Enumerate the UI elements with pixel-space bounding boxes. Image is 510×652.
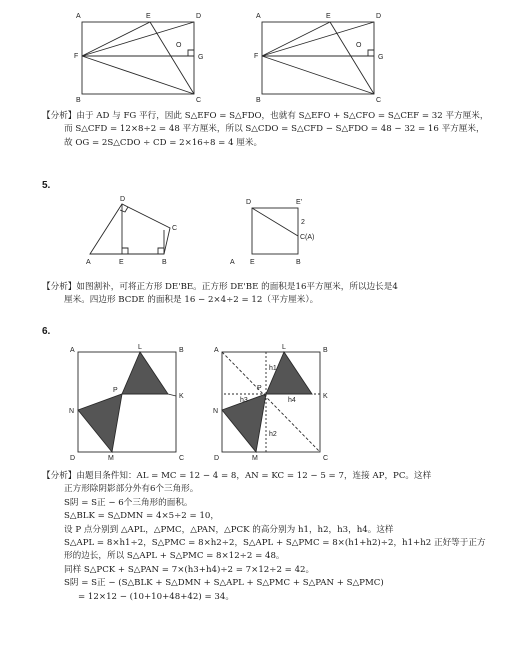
right-angle-mark [368,50,374,56]
shaded-triangle-npm [78,394,122,452]
p4-analysis [42,110,490,150]
label-g: G [198,54,204,61]
segment-ec [150,22,194,94]
label-a: A [256,13,261,20]
segment-fc [262,56,374,94]
label-g: G [378,54,384,61]
label-n: N [69,408,75,415]
segment-fd [82,22,194,56]
shaded-triangle-plk [122,352,168,394]
label-d: D [214,455,220,462]
segment-fe [82,22,150,56]
label-c: C [376,97,382,104]
label-f: F [74,53,79,60]
label-c: C [196,97,202,104]
p5-figures [0,190,510,270]
label-k: K [179,393,184,400]
label-e-prime: E' [296,199,303,206]
p5-figure-1 [90,204,170,254]
p6-figure-1 [78,352,176,452]
p4-figure-1 [82,22,194,94]
label-d: D [246,199,252,206]
analysis-line: S△APL = 8×h1÷2，S△PMC = 8×h2÷2，S△APL + S△PMC = 8×(h1+h2)÷2，h1+h2 正好等于正方 [64,538,486,549]
label-a: A [86,259,91,266]
label-l: L [282,344,286,351]
p4-figure-2 [262,22,374,94]
label-o: O [176,42,182,49]
problem-number: 5. [42,180,51,191]
segment-fe [262,22,330,56]
p6-analysis [42,470,490,604]
label-e: E [146,13,151,20]
shaded-triangle-plk [266,352,312,394]
label-m: M [108,455,114,462]
label-b: B [179,347,184,354]
p6-figures [0,340,510,465]
p5-figure-2-labels [230,199,314,266]
right-angle-mark [158,248,164,254]
segment-fc [82,56,194,94]
analysis-line: 【分析】如图割补，可将正方形 DE'BE。正方形 DE'BE 的面积是16平方厘米，所以边长是4 [42,282,398,292]
p5-figure-2 [252,208,298,254]
segment-ec [330,22,374,94]
p5-analysis [42,281,490,308]
label-d: D [70,455,76,462]
quadrilateral [90,204,170,254]
label-d: D [120,196,126,203]
label-h4: h4 [288,397,296,404]
right-angle-mark [122,248,128,254]
label-f: F [254,53,259,60]
label-l: L [138,344,142,351]
right-angle-mark [188,50,194,56]
label-h3: h3 [240,397,248,404]
square-debe [252,208,298,254]
label-h1: h1 [269,365,277,372]
label-e: E [119,259,124,266]
right-angle-mark [120,207,128,212]
label-e: E [326,13,331,20]
problem-number: 6. [42,326,51,337]
analysis-line: 厘米。四边形 BCDE 的面积是 16 − 2×4÷2 = 12（平方厘米）。 [64,295,319,306]
analysis-line: 而 S△CFD = 12×8÷2 = 48 平方厘米，所以 S△CDO = S△CFD − S△FDO = 48 − 32 = 16 平方厘米， [64,124,485,135]
label-k: K [323,393,328,400]
label-p: P [257,385,262,392]
analysis-line: 故 OG = 2S△CDO ÷ CD = 2×16÷8 = 4 厘米。 [64,137,263,148]
p6-figure-1-labels [69,344,184,462]
label-a: A [76,13,81,20]
analysis-line: 同样 S△PCK + S△PAN = 7×(h3+h4)÷2 = 7×12÷2 = 42。 [64,564,315,575]
label-d: D [196,13,202,20]
label-d: D [376,13,382,20]
label-b: B [323,347,328,354]
square-abcd [78,352,176,452]
label-a: A [70,347,75,354]
analysis-line: 【分析】由题目条件知：AL = MC = 12 − 4 = 8，AN = KC = 12 − 5 = 7，连接 AP，PC。这样 [42,471,432,481]
label-o: O [356,42,362,49]
label-n: N [213,408,219,415]
p6-figure-2-labels [213,344,328,462]
label-a: A [214,347,219,354]
label-b: B [296,259,301,266]
label-a: A [230,259,235,266]
analysis-line: 正方形除阴影部分外有6个三角形。 [64,484,199,495]
label-m: M [252,455,258,462]
label-c: C [172,225,178,232]
label-p: P [113,387,118,394]
label-two: 2 [301,219,305,226]
analysis-line: S阴 = S正 − (S△BLK + S△DMN + S△APL + S△PMC + S△PAN + S△PMC) [64,578,384,589]
label-b: B [76,97,81,104]
analysis-line: 形的边长，所以 S△APL + S△PMC = 8×12÷2 = 48。 [64,551,285,562]
label-h2: h2 [269,431,277,438]
p4-figures [0,0,510,110]
label-b: B [256,97,261,104]
segment-fd [262,22,374,56]
label-c: C [179,455,185,462]
segment-kb [168,394,176,396]
analysis-line: S△BLK = S△DMN = 4×5÷2 = 10， [64,511,219,522]
label-c: C [323,455,329,462]
label-b: B [162,259,167,266]
rectangle-abcd [82,22,194,94]
analysis-line: = 12×12 − (10+10+48+42) = 34。 [78,591,234,602]
analysis-line: 【分析】由于 AD 与 FG 平行，因此 S△EFO = S△FDO，也就有 S△EFO + S△CFO = S△CEF = 32 平方厘米， [42,111,489,121]
analysis-line: S阴 = S正 − 6个三角形的面积。 [64,497,193,508]
rectangle-abcd [262,22,374,94]
label-e: E [250,259,255,266]
analysis-line: 设 P 点分别到 △APL，△PMC，△PAN，△PCK 的高分别为 h1，h2，h3，h4。这样 [64,524,394,535]
label-c-a: C(A) [300,234,315,241]
p5-figure-1-labels [86,196,177,266]
segment-dc [252,208,298,236]
